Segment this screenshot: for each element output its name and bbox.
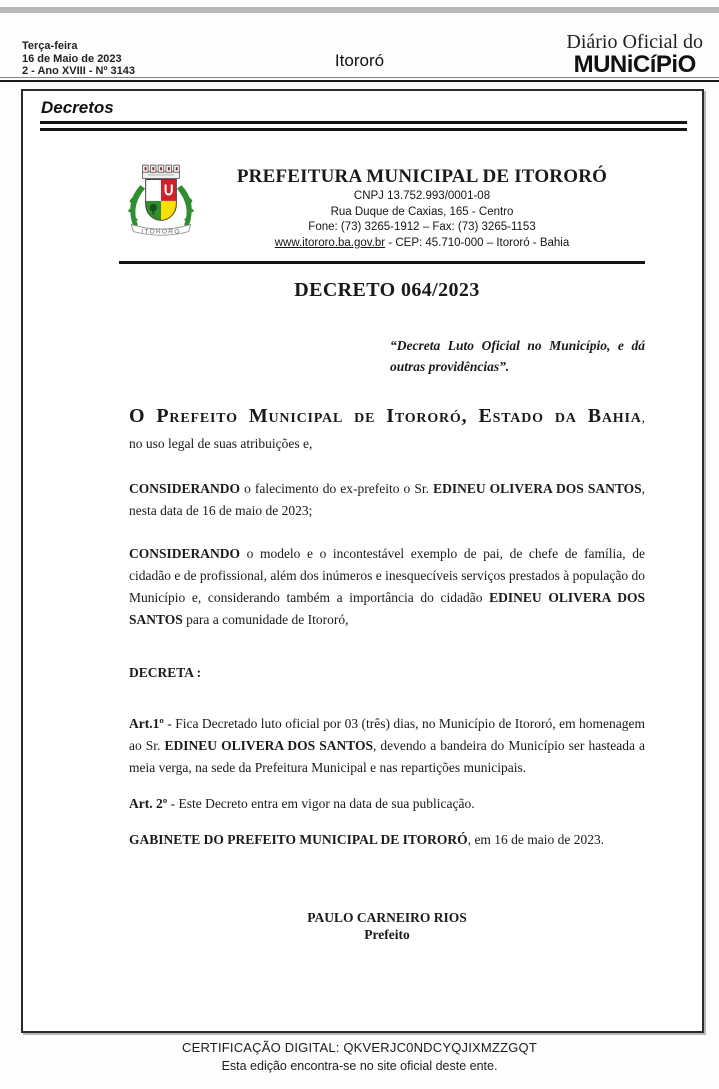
signature-block [129,909,645,943]
section-title-decretos: Decretos [41,98,114,117]
tree-charge [150,204,157,211]
decree-preamble: O Prefeito Municipal de Itororó, Estado da Bahia, no uso legal de suas atribuições e, [129,405,645,451]
signature-name: PAULO CARNEIRO RIOS [307,910,467,925]
page-footer [0,1040,719,1073]
shield [146,179,177,222]
masthead-edition: 2 - Ano XVIII - Nº 3143 [22,65,136,77]
mural-crown [143,165,180,178]
masthead-weekday: Terça-feira [22,40,78,52]
signature-role: Prefeito [364,927,410,942]
prefecture-address: Rua Duque de Caxias, 165 - Centro [330,205,514,218]
logo-line2: MUNiCíPiO [573,51,696,78]
considerando-paragraph-1: CONSIDERANDO o falecimento do ex-prefeito o Sr. EDINEU OLIVERA DOS SANTOS, nesta data de 16 de maio de 2023; [129,481,645,518]
prefecture-phone: Fone: (73) 3265-1912 – Fax: (73) 3265-1153 [308,221,536,233]
laurel-branch-left [131,186,145,228]
gabinete-line: GABINETE DO PREFEITO MUNICIPAL DE ITORORÓ, em 16 de maio de 2023. [129,832,605,847]
coat-of-arms-itororo [123,161,199,252]
masthead-date: 16 de Maio de 2023 [22,52,122,65]
letterhead-text [199,161,645,250]
decreta-label: DECRETA : [129,665,202,680]
masthead-city: Itororó [334,51,385,70]
laurel-branch-right [177,186,191,228]
edition-note: Esta edição encontra-se no site oficial deste ente. [221,1059,498,1073]
article-1: Art.1º - Fica Decretado luto oficial por 03 (três) dias, no Município de Itororó, em homenagem ao Sr. EDINEU OLIVERA DOS SANTOS, devendo a bandeira do Município ser hasteada a meia verga, na sede da Prefeitura Municipal e nas repartições municipais. [129,716,645,775]
decree-title: DECRETO 064/2023 [294,279,480,301]
prefecture-site-cep: www.itororo.ba.gov.br - CEP: 45.710-000 – Itororó - Bahia [274,236,570,249]
prefecture-cnpj: CNPJ 13.752.993/0001-08 [353,190,491,202]
logo-line1: Diário Oficial do [566,31,703,53]
section-divider [40,121,687,131]
digital-certification: CERTIFICAÇÃO DIGITAL: QKVERJC0NDCYQJIXMZZGQT [181,1040,538,1055]
decree-epigraph: “Decreta Luto Oficial no Município, e dá outras providências”. [390,338,645,374]
masthead-divider [0,77,719,82]
coat-of-arms-graphic [123,161,199,247]
prefecture-name: PREFEITURA MUNICIPAL DE ITORORÓ [236,166,608,187]
decree-document [129,161,645,943]
diario-oficial-logo [566,32,703,77]
document-frame [21,89,704,1033]
letterhead [129,161,645,252]
letterhead-divider [119,261,645,264]
considerando-paragraph-2: CONSIDERANDO o modelo e o incontestável exemplo de pai, de chefe de família, de cidadão e de profissional, além dos inúmeros e inesquecíveis serviços prestados à população do Município e, considerando também a importância do cidadão EDINEU OLIVERA DOS SANTOS para a comunidade de Itororó, [129,546,645,627]
banner-ribbon [131,224,190,235]
article-2: Art. 2º - Este Decreto entra em vigor na data de sua publicação. [129,796,475,811]
banner-text: ITORORÓ [141,228,181,236]
top-gray-bar [0,7,719,13]
